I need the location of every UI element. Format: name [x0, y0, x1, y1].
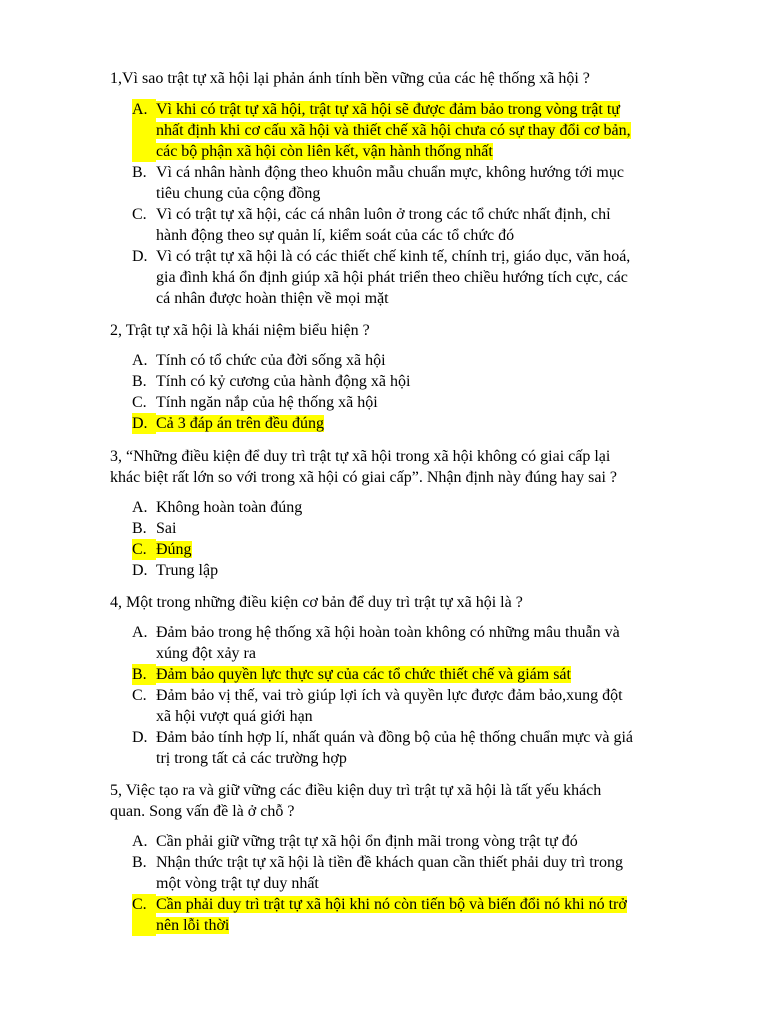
question-4-option-b [132, 664, 712, 685]
option-letter: A. [132, 624, 148, 641]
question-1-option-d [132, 246, 712, 309]
question-2-text: 2, Trật tự xã hội là khái niệm biểu hiện ? [110, 322, 370, 339]
question-3-option-d [132, 560, 712, 581]
question-5-options [132, 831, 712, 936]
option-line: Cần phải duy trì trật tự xã hội khi nó còn tiến bộ và biến đổi nó khi nó trở [156, 896, 627, 913]
option-line: Vì có trật tự xã hội là có các thiết chế kinh tế, chính trị, giáo dục, văn hoá, [156, 248, 631, 265]
option-line: Tính ngăn nắp của hệ thống xã hội [156, 394, 378, 411]
option-text [156, 392, 712, 413]
option-letter: A. [132, 499, 148, 516]
question-2-option-d [132, 413, 712, 434]
question-2-options [132, 350, 712, 434]
question-3-option-b [132, 518, 712, 539]
option-letter: B. [132, 373, 147, 390]
option-line: nhất định khi cơ cấu xã hội và thiết chế xã hội chưa có sự thay đổi cơ bản, [156, 122, 631, 139]
option-letter: D. [132, 562, 148, 579]
option-text [156, 350, 712, 371]
option-line: Tính có kỷ cương của hành động xã hội [156, 373, 411, 390]
option-line: Trung lập [156, 562, 219, 579]
option-letter: B. [132, 164, 147, 181]
option-text [156, 727, 712, 769]
question-1-options [132, 99, 712, 309]
option-letter: B. [132, 520, 147, 537]
option-letter: B. [132, 854, 147, 871]
option-line: Vì cá nhân hành động theo khuôn mẫu chuẩn mực, không hướng tới mục [156, 164, 624, 181]
option-text [156, 246, 712, 309]
option-text [156, 413, 712, 434]
option-letter: C. [132, 539, 156, 560]
option-line: trị trong tất cả các trường hợp [156, 750, 347, 767]
question-line: 3, “Những điều kiện để duy trì trật tự xã hội trong xã hội không có giai cấp lại [110, 448, 611, 465]
option-line: Cả 3 đáp án trên đều đúng [156, 415, 324, 432]
option-text [156, 685, 712, 727]
option-line: xúng đột xảy ra [156, 645, 256, 662]
question-1-option-c [132, 204, 712, 246]
option-text [156, 539, 712, 560]
question-5-option-b [132, 852, 712, 894]
question-4-option-d [132, 727, 712, 769]
option-text [156, 831, 712, 852]
option-letter: D. [132, 413, 156, 434]
option-line: Đảm bảo tính hợp lí, nhất quán và đồng bộ của hệ thống chuẩn mực và giá [156, 729, 634, 746]
question-3-option-c [132, 539, 712, 560]
question-line: 5, Việc tạo ra và giữ vững các điều kiện duy trì trật tự xã hội là tất yếu khách [110, 782, 602, 799]
option-line: Đúng [156, 541, 192, 558]
question-3-option-a [132, 497, 712, 518]
option-text [156, 852, 712, 894]
option-line: xã hội vượt quá giới hạn [156, 708, 313, 725]
question-5-option-a [132, 831, 712, 852]
question-4-option-c [132, 685, 712, 727]
question-3-text [110, 446, 710, 488]
question-3-options [132, 497, 712, 581]
option-line: Đảm bảo vị thế, vai trò giúp lợi ích và quyền lực được đảm bảo,xung đột [156, 687, 623, 704]
option-line: gia đình khá ổn định giúp xã hội phát triển theo chiều hướng tích cực, các [156, 269, 628, 286]
option-text [156, 518, 712, 539]
option-line: Tính có tổ chức của đời sống xã hội [156, 352, 386, 369]
option-line: tiêu chung của cộng đồng [156, 185, 321, 202]
question-4-text: 4, Một trong những điều kiện cơ bản để duy trì trật tự xã hội là ? [110, 594, 523, 611]
option-text [156, 664, 712, 685]
option-text [156, 497, 712, 518]
option-line: Vì có trật tự xã hội, các cá nhân luôn ở trong các tổ chức nhất định, chỉ [156, 206, 611, 223]
option-letter: C. [132, 394, 147, 411]
option-line: một vòng trật tự duy nhất [156, 875, 319, 892]
option-text [156, 371, 712, 392]
option-letter: D. [132, 729, 148, 746]
option-text [156, 162, 712, 204]
question-5-option-c [132, 894, 712, 936]
question-5-text [110, 780, 710, 822]
option-line: nên lỗi thời [156, 917, 230, 934]
option-letter: C. [132, 894, 156, 936]
option-line: các bộ phận xã hội còn liên kết, vận hành thống nhất [156, 143, 493, 160]
option-line: Cần phải giữ vững trật tự xã hội ổn định mãi trong vòng trật tự đó [156, 833, 578, 850]
option-line: Sai [156, 520, 177, 537]
option-text [156, 204, 712, 246]
option-letter: A. [132, 352, 148, 369]
question-2-option-c [132, 392, 712, 413]
option-text [156, 560, 712, 581]
question-1-option-b [132, 162, 712, 204]
option-letter: B. [132, 664, 156, 685]
option-text [156, 99, 712, 162]
option-line: hành động theo sự quản lí, kiểm soát của các tổ chức đó [156, 227, 515, 244]
option-letter: C. [132, 687, 147, 704]
option-line: Đảm bảo trong hệ thống xã hội hoàn toàn không có những mâu thuẫn và [156, 624, 620, 641]
question-4-option-a [132, 622, 712, 664]
question-2-option-a [132, 350, 712, 371]
question-4-options [132, 622, 712, 769]
option-letter: A. [132, 833, 148, 850]
option-line: Không hoàn toàn đúng [156, 499, 303, 516]
question-line: quan. Song vấn đề là ở chỗ ? [110, 803, 295, 820]
option-text [156, 894, 712, 936]
option-letter: A. [132, 99, 156, 162]
option-letter: D. [132, 248, 148, 265]
option-line: Nhận thức trật tự xã hội là tiền đề khách quan cần thiết phải duy trì trong [156, 854, 623, 871]
option-text [156, 622, 712, 664]
option-line: Vì khi có trật tự xã hội, trật tự xã hội sẽ được đảm bảo trong vòng trật tự [156, 101, 620, 118]
question-1-text: 1,Vì sao trật tự xã hội lại phản ánh tính bền vững của các hệ thống xã hội ? [110, 70, 590, 87]
option-line: Đảm bảo quyền lực thực sự của các tổ chức thiết chế và giám sát [156, 666, 571, 683]
question-2-option-b [132, 371, 712, 392]
option-letter: C. [132, 206, 147, 223]
question-1-option-a [132, 99, 712, 162]
option-line: cá nhân được hoàn thiện về mọi mặt [156, 290, 389, 307]
question-line: khác biệt rất lớn so với trong xã hội có giai cấp”. Nhận định này đúng hay sai ? [110, 469, 618, 486]
